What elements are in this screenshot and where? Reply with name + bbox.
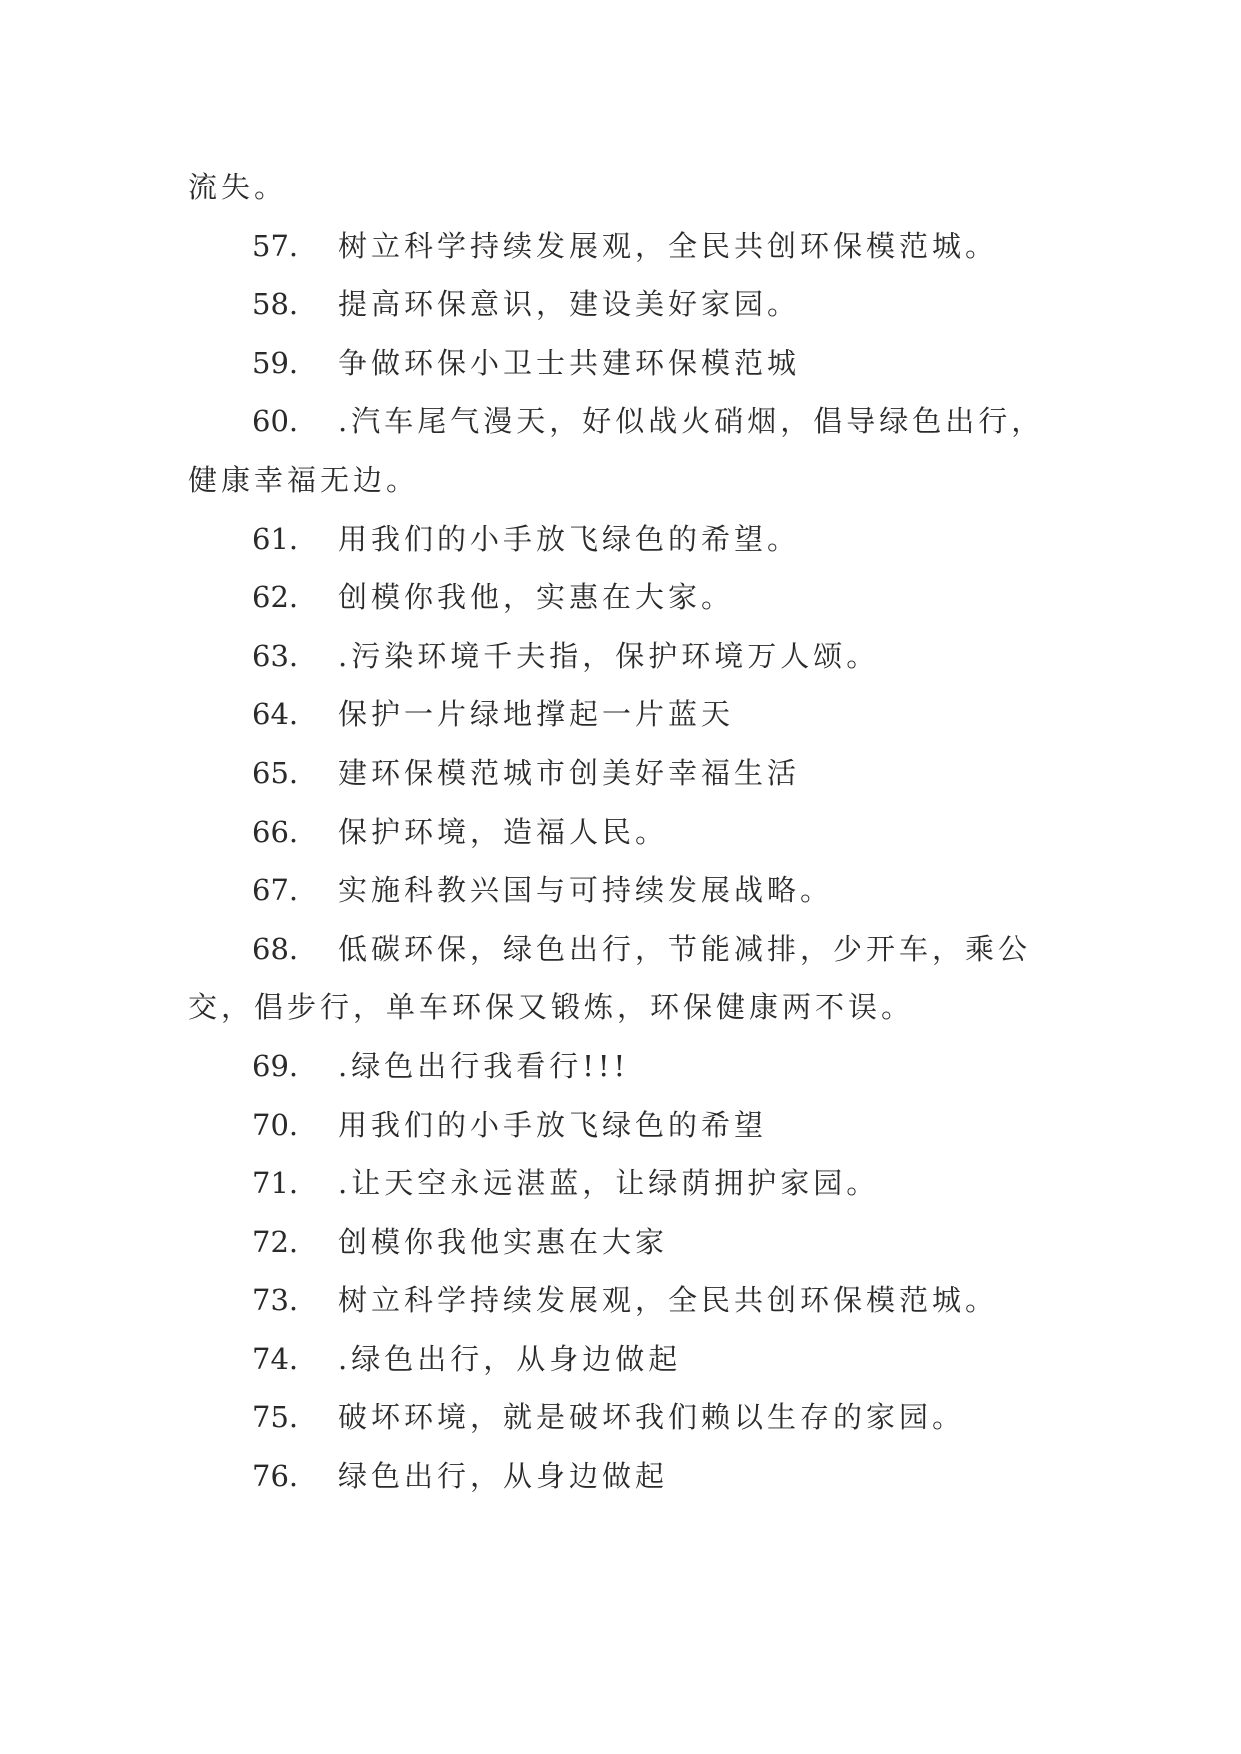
- paragraph-continuation: [188, 158, 1068, 217]
- document-body: [188, 158, 1068, 1506]
- list-item: [188, 1037, 1068, 1096]
- item-number: 65.: [252, 755, 299, 790]
- item-number: 68.: [252, 931, 299, 966]
- item-number: 66.: [252, 814, 299, 849]
- paragraph-continuation: [188, 978, 1068, 1037]
- item-number: 70.: [252, 1107, 299, 1142]
- list-item: [188, 744, 1068, 803]
- item-number: 60.: [252, 404, 299, 439]
- item-text: 保护一片绿地撑起一片蓝天: [338, 697, 735, 732]
- list-item: [188, 510, 1068, 569]
- item-number: 71.: [252, 1166, 299, 1201]
- item-text: 创模你我他，实惠在大家。: [338, 580, 735, 615]
- list-item: [188, 861, 1068, 920]
- item-text: 建环保模范城市创美好幸福生活: [338, 755, 801, 790]
- item-text: 树立科学持续发展观，全民共创环保模范城。: [338, 228, 999, 263]
- item-text: 低碳环保，绿色出行，节能减排，少开车，乘公: [338, 931, 1032, 966]
- list-item: [188, 627, 1068, 686]
- item-number: 62.: [252, 580, 299, 615]
- item-text: 实施科教兴国与可持续发展战略。: [338, 873, 834, 908]
- item-number: 59.: [252, 345, 299, 380]
- item-text: 提高环保意识，建设美好家园。: [338, 287, 801, 322]
- item-text: .污染环境千夫指，保护环境万人颂。: [338, 638, 880, 673]
- list-item: [188, 334, 1068, 393]
- item-text: .让天空永远湛蓝，让绿荫拥护家园。: [338, 1166, 880, 1201]
- list-item: [188, 1271, 1068, 1330]
- item-text: 用我们的小手放飞绿色的希望。: [338, 521, 801, 556]
- item-text: 树立科学持续发展观，全民共创环保模范城。: [338, 1283, 999, 1318]
- item-text: .绿色出行我看行!!!: [338, 1048, 630, 1083]
- list-item: [188, 1213, 1068, 1272]
- item-number: 76.: [252, 1459, 299, 1494]
- list-item: [188, 803, 1068, 862]
- item-number: 58.: [252, 287, 299, 322]
- list-item: [188, 275, 1068, 334]
- item-text: .绿色出行，从身边做起: [338, 1341, 682, 1376]
- line-text: 交，倡步行，单车环保又锻炼，环保健康两不误。: [188, 990, 915, 1025]
- list-item: [188, 1388, 1068, 1447]
- item-text: 创模你我他实惠在大家: [338, 1224, 669, 1259]
- paragraph-continuation: [188, 451, 1068, 510]
- item-text: 保护环境，造福人民。: [338, 814, 669, 849]
- line-text: 健康幸福无边。: [188, 462, 420, 497]
- item-text: .汽车尾气漫天，好似战火硝烟，倡导绿色出行，: [338, 404, 1045, 439]
- list-item: [188, 1096, 1068, 1155]
- item-number: 61.: [252, 521, 299, 556]
- item-text: 绿色出行，从身边做起: [338, 1459, 669, 1494]
- line-text: 流失。: [188, 170, 288, 204]
- item-number: 75.: [252, 1400, 299, 1435]
- item-number: 64.: [252, 697, 299, 732]
- list-item: [188, 920, 1068, 979]
- item-number: 73.: [252, 1283, 299, 1318]
- item-number: 63.: [252, 638, 299, 673]
- item-number: 72.: [252, 1224, 299, 1259]
- item-text: 争做环保小卫士共建环保模范城: [338, 345, 801, 380]
- list-item: [188, 1154, 1068, 1213]
- list-item: [188, 568, 1068, 627]
- item-number: 67.: [252, 873, 299, 908]
- item-number: 69.: [252, 1048, 299, 1083]
- list-item: [188, 685, 1068, 744]
- item-text: 破坏环境，就是破坏我们赖以生存的家园。: [338, 1400, 966, 1435]
- list-item: [188, 217, 1068, 276]
- item-text: 用我们的小手放飞绿色的希望: [338, 1107, 768, 1142]
- list-item: [188, 1447, 1068, 1506]
- list-item: [188, 392, 1068, 451]
- item-number: 57.: [252, 228, 299, 263]
- list-item: [188, 1330, 1068, 1389]
- item-number: 74.: [252, 1341, 299, 1376]
